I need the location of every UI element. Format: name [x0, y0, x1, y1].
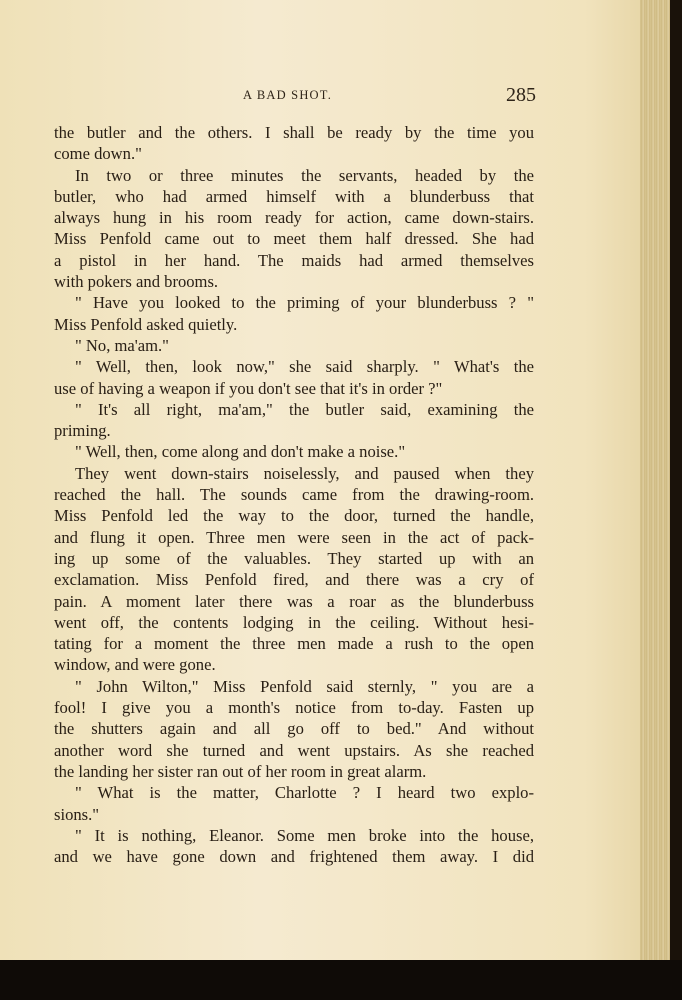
text-line: Miss Penfold asked quietly. — [54, 314, 238, 334]
text-line: butler, who had armed himself with a blunderbuss that — [54, 186, 534, 206]
text-line: ing up some of the valuables. They started up with an — [54, 548, 534, 568]
text-line: the shutters again and all go off to bed." And without — [54, 719, 534, 739]
text-line: a pistol in her hand. The maids had armed themselves — [54, 250, 534, 270]
text-line: " It's all right, ma'am," the butler said, examining the — [75, 399, 534, 419]
text-line: Miss Penfold came out to meet them half dressed. She had — [54, 229, 534, 249]
text-line: the landing her sister ran out of her room in great alarm. — [54, 761, 427, 781]
text-line: " Have you looked to the priming of your blunderbuss ? " — [75, 293, 534, 313]
text-line: come down." — [54, 144, 142, 164]
text-line: " What is the matter, Charlotte ? I heard two explo- — [75, 783, 534, 803]
text-line: " It is nothing, Eleanor. Some men broke into the house, — [75, 825, 534, 845]
text-line: Miss Penfold led the way to the door, turned the handle, — [54, 506, 534, 526]
text-line: the butler and the others. I shall be ready by the time you — [54, 123, 534, 142]
text-line: They went down-stairs noiselessly, and paused when they — [75, 463, 534, 483]
text-line: tating for a moment the three men made a rush to the open — [54, 634, 534, 654]
text-line: pain. A moment later there was a roar as the blunderbuss — [54, 591, 534, 611]
text-line: priming. — [54, 421, 111, 441]
text-line: and flung it open. Three men were seen in the act of pack- — [54, 527, 534, 547]
text-line: use of having a weapon if you don't see that it's in order ?" — [54, 378, 443, 398]
text-line: sions." — [54, 804, 100, 824]
text-line: always hung in his room ready for action, came down-stairs. — [54, 208, 534, 228]
text-line: with pokers and brooms. — [54, 272, 219, 292]
page-header — [0, 86, 560, 110]
text-line: " John Wilton," Miss Penfold said sternly, " you are a — [75, 676, 534, 696]
text-line: In two or three minutes the servants, headed by the — [75, 165, 534, 185]
text-line: window, and were gone. — [54, 655, 216, 675]
body-text — [54, 122, 534, 867]
text-line: and we have gone down and frightened them away. I did — [54, 847, 534, 867]
text-line: " No, ma'am." — [75, 335, 169, 355]
text-line: went off, the contents lodging in the ceiling. Without hesi- — [54, 612, 534, 632]
text-line: exclamation. Miss Penfold fired, and there was a cry of — [54, 570, 534, 590]
text-line: fool! I give you a month's notice from to-day. Fasten up — [54, 698, 534, 718]
running-head: A BAD SHOT. — [243, 88, 333, 102]
bottom-shadow — [0, 960, 682, 1000]
text-line: another word she turned and went upstairs. As she reached — [54, 740, 534, 760]
page-number: 285 — [506, 84, 536, 106]
page-edge — [640, 0, 670, 962]
text-line: " Well, then, come along and don't make a noise." — [75, 442, 406, 462]
text-line: reached the hall. The sounds came from the drawing-room. — [54, 485, 534, 505]
text-line: " Well, then, look now," she said sharply. " What's the — [75, 357, 534, 377]
